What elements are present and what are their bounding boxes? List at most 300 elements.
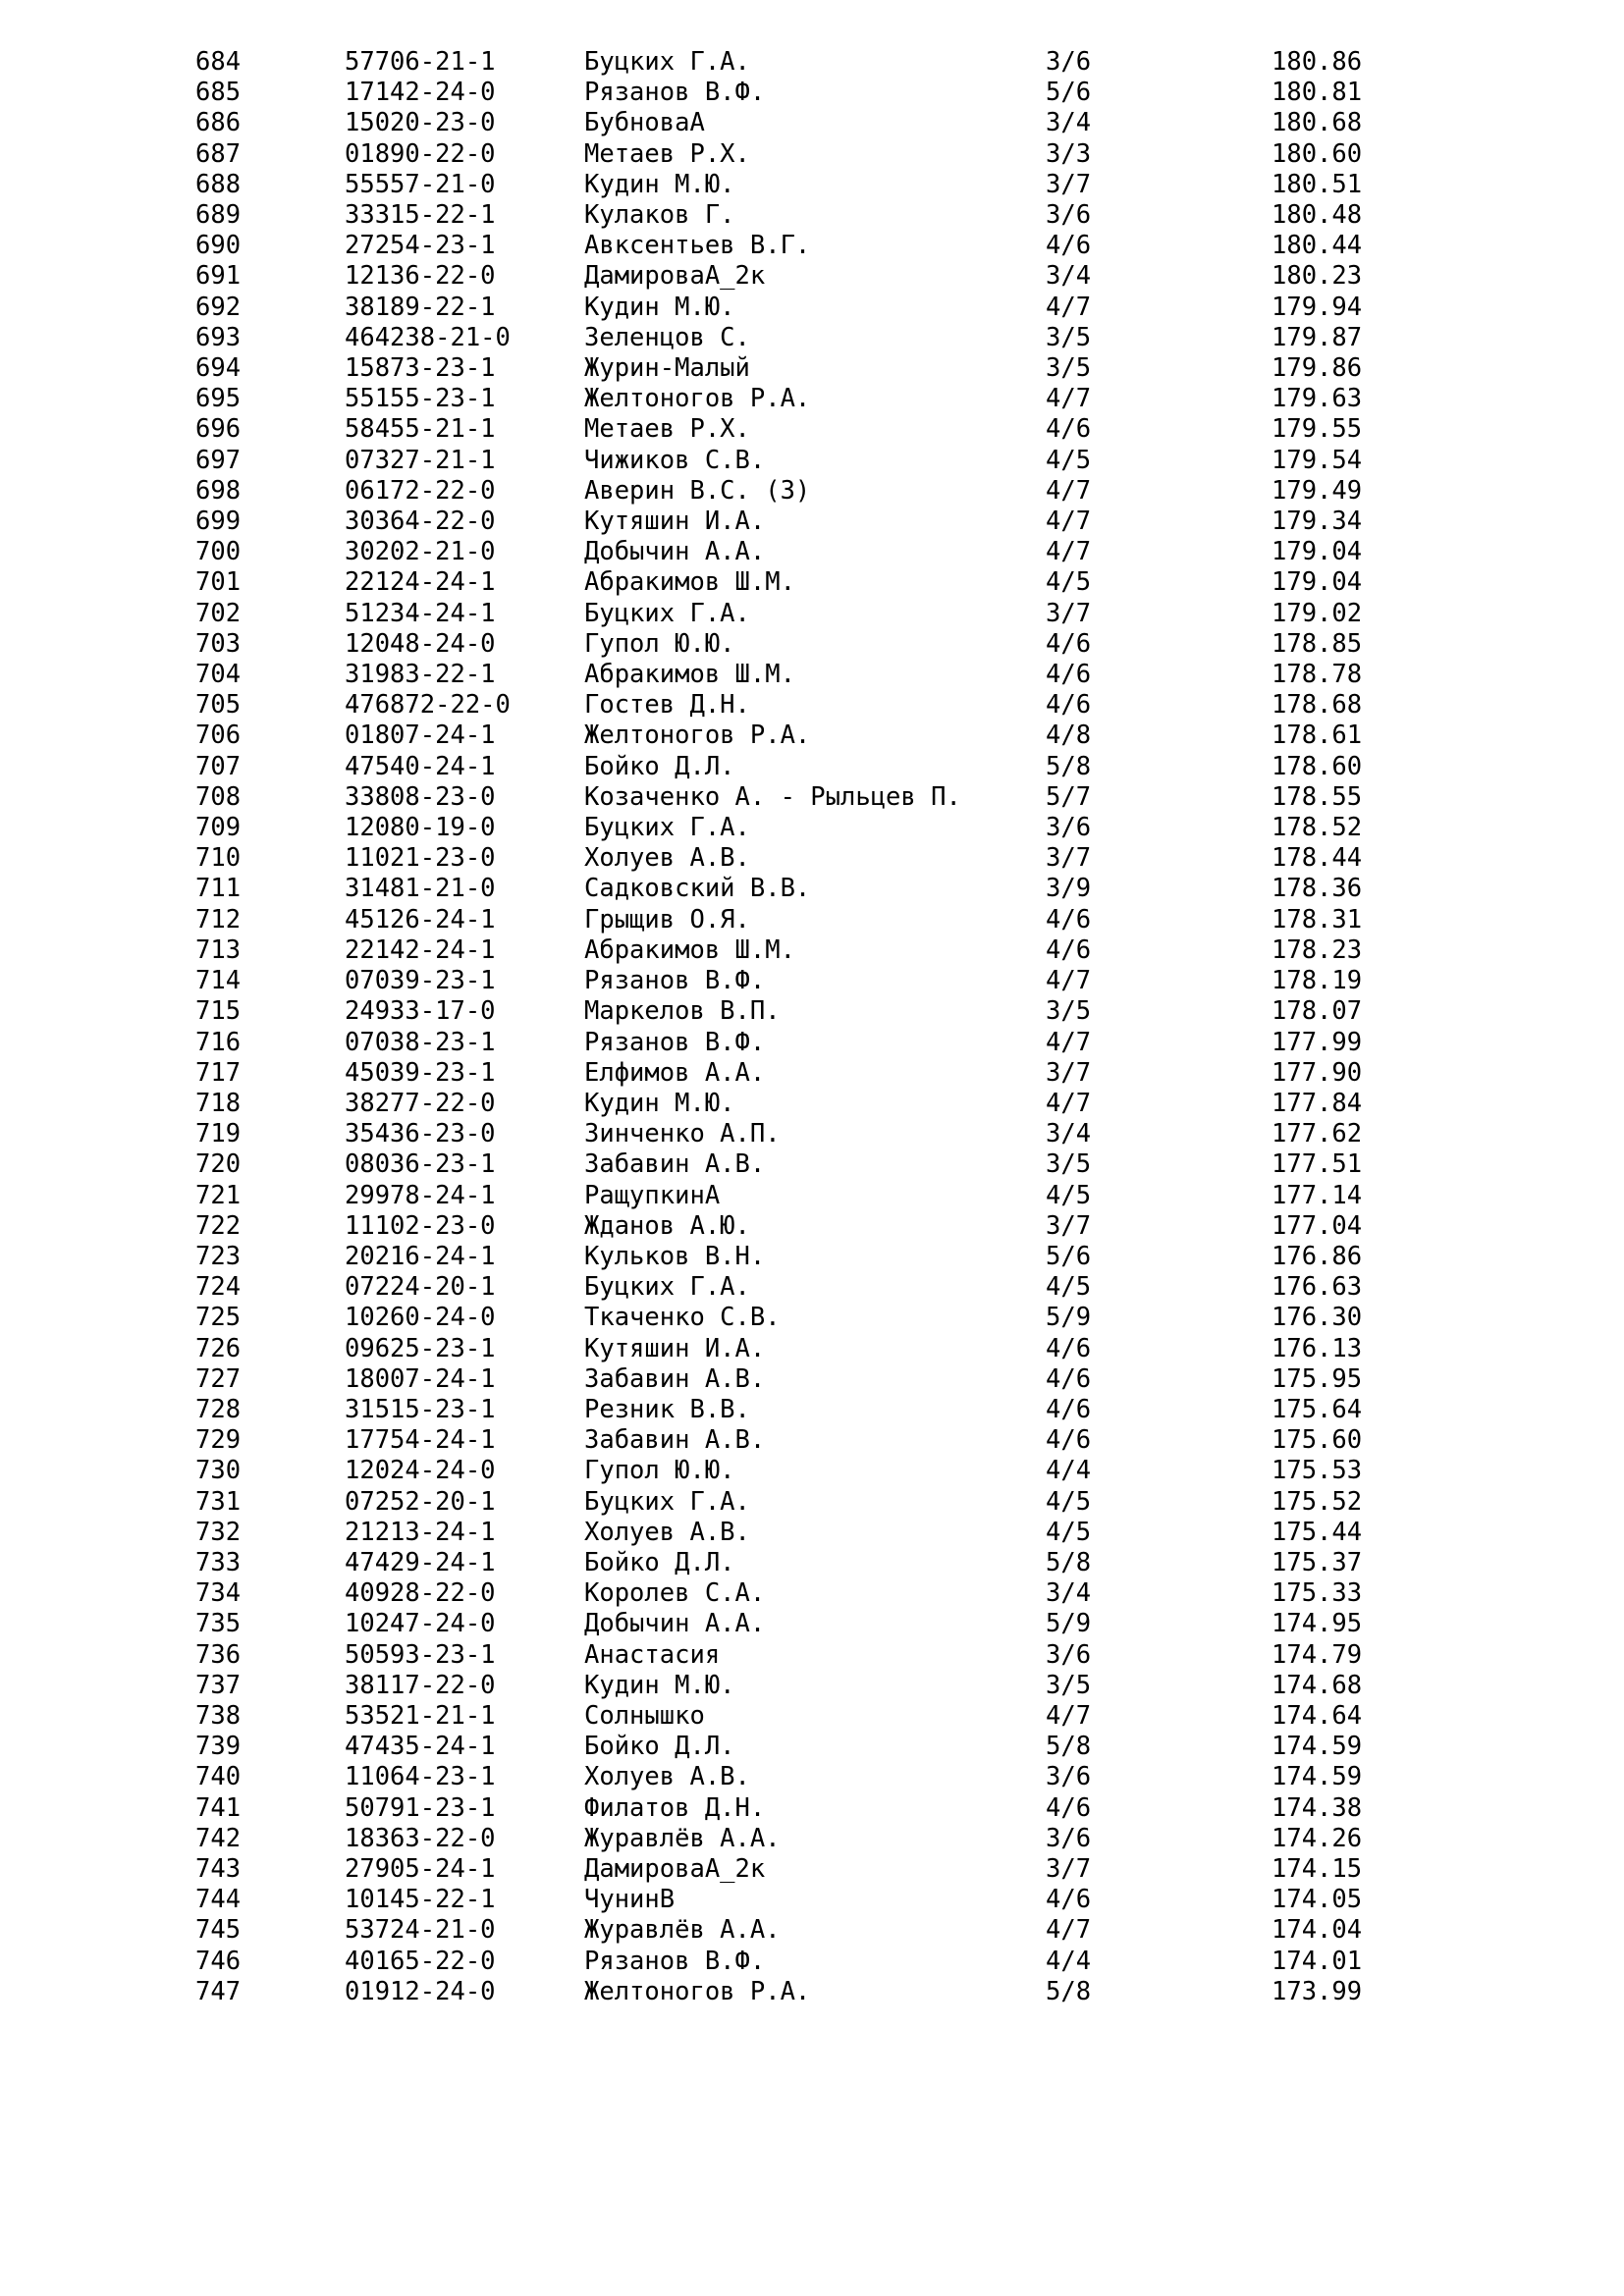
- rank-cell: 695: [195, 384, 242, 414]
- name-cell: Бойко Д.Л.: [584, 1547, 735, 1577]
- name-cell: Авксентьев В.Г.: [584, 231, 811, 261]
- name-cell: Филатов Д.Н.: [584, 1792, 766, 1823]
- rank-cell: 747: [195, 1976, 242, 2006]
- rank-cell: 710: [195, 843, 242, 874]
- ratio-cell: 4/5: [1046, 1517, 1092, 1547]
- name-cell: Кулаков Г.: [584, 200, 735, 231]
- ratio-cell: 4/4: [1046, 1946, 1092, 1976]
- rank-cell: 743: [195, 1853, 242, 1884]
- code-cell: 30364-22-0: [345, 507, 496, 537]
- ratio-cell: 5/6: [1046, 78, 1092, 108]
- rank-cell: 730: [195, 1456, 242, 1486]
- rank-cell: 715: [195, 996, 242, 1027]
- rank-cell: 745: [195, 1915, 242, 1946]
- rank-cell: 693: [195, 322, 242, 352]
- table-row: [166, 414, 1458, 445]
- name-cell: Зеленцов С.: [584, 322, 750, 352]
- value-cell: 174.59: [1272, 1762, 1363, 1792]
- name-cell: Козаченко А. - Рыльцев П.: [584, 781, 961, 812]
- table-row: [166, 1272, 1458, 1303]
- value-cell: 178.52: [1272, 813, 1363, 843]
- value-cell: 177.62: [1272, 1119, 1363, 1149]
- name-cell: Журин-Малый: [584, 353, 750, 384]
- code-cell: 55557-21-0: [345, 169, 496, 199]
- table-row: [166, 1028, 1458, 1058]
- rank-cell: 727: [195, 1363, 242, 1394]
- table-row: [166, 874, 1458, 904]
- value-cell: 177.14: [1272, 1180, 1363, 1210]
- table-row: [166, 170, 1458, 200]
- table-row: [166, 1334, 1458, 1364]
- rank-cell: 689: [195, 200, 242, 231]
- table-row: [166, 1977, 1458, 2007]
- name-cell: Холуев А.В.: [584, 1762, 750, 1792]
- value-cell: 178.07: [1272, 996, 1363, 1027]
- code-cell: 38117-22-0: [345, 1670, 496, 1700]
- table-row: [166, 1058, 1458, 1089]
- value-cell: 177.84: [1272, 1088, 1363, 1118]
- table-row: [166, 1089, 1458, 1119]
- name-cell: Гупол Ю.Ю.: [584, 1456, 735, 1486]
- table-row: [166, 139, 1458, 170]
- name-cell: Солнышко: [584, 1700, 705, 1731]
- value-cell: 176.30: [1272, 1303, 1363, 1333]
- name-cell: Рязанов В.Ф.: [584, 78, 766, 108]
- name-cell: Садковский В.В.: [584, 874, 811, 904]
- name-cell: Метаев Р.Х.: [584, 414, 750, 445]
- code-cell: 38277-22-0: [345, 1088, 496, 1118]
- table-row: [166, 1518, 1458, 1548]
- ratio-cell: 3/5: [1046, 322, 1092, 352]
- table-row: [166, 231, 1458, 261]
- value-cell: 178.78: [1272, 660, 1363, 690]
- name-cell: Кульков В.Н.: [584, 1241, 766, 1271]
- table-row: [166, 905, 1458, 935]
- value-cell: 174.26: [1272, 1823, 1363, 1853]
- rank-cell: 744: [195, 1885, 242, 1915]
- table-row: [166, 446, 1458, 476]
- table-row: [166, 1548, 1458, 1578]
- name-cell: Кудин М.Ю.: [584, 1670, 735, 1700]
- value-cell: 179.49: [1272, 475, 1363, 506]
- value-cell: 176.13: [1272, 1333, 1363, 1363]
- value-cell: 175.52: [1272, 1486, 1363, 1517]
- value-cell: 177.90: [1272, 1057, 1363, 1088]
- rank-cell: 735: [195, 1609, 242, 1639]
- name-cell: Добычин А.А.: [584, 1609, 766, 1639]
- code-cell: 22142-24-1: [345, 934, 496, 965]
- name-cell: Буцких Г.А.: [584, 1486, 750, 1517]
- name-cell: Маркелов В.П.: [584, 996, 781, 1027]
- rank-cell: 699: [195, 507, 242, 537]
- name-cell: Чижиков С.В.: [584, 445, 766, 475]
- ratio-cell: 4/7: [1046, 1700, 1092, 1731]
- table-row: [166, 537, 1458, 567]
- name-cell: Забавин А.В.: [584, 1149, 766, 1180]
- value-cell: 180.81: [1272, 78, 1363, 108]
- ratio-cell: 4/7: [1046, 384, 1092, 414]
- rank-cell: 739: [195, 1732, 242, 1762]
- ratio-cell: 3/6: [1046, 1639, 1092, 1670]
- ratio-cell: 4/5: [1046, 1180, 1092, 1210]
- name-cell: Буцких Г.А.: [584, 598, 750, 628]
- value-cell: 176.86: [1272, 1241, 1363, 1271]
- code-cell: 53724-21-0: [345, 1915, 496, 1946]
- value-cell: 175.37: [1272, 1547, 1363, 1577]
- code-cell: 11102-23-0: [345, 1210, 496, 1241]
- value-cell: 178.31: [1272, 904, 1363, 934]
- name-cell: Гупол Ю.Ю.: [584, 628, 735, 659]
- value-cell: 174.38: [1272, 1792, 1363, 1823]
- value-cell: 174.01: [1272, 1946, 1363, 1976]
- rank-cell: 694: [195, 353, 242, 384]
- value-cell: 179.54: [1272, 445, 1363, 475]
- code-cell: 17754-24-1: [345, 1425, 496, 1456]
- value-cell: 180.51: [1272, 169, 1363, 199]
- rank-cell: 741: [195, 1792, 242, 1823]
- code-cell: 11021-23-0: [345, 843, 496, 874]
- code-cell: 15873-23-1: [345, 353, 496, 384]
- ratio-cell: 5/8: [1046, 1732, 1092, 1762]
- table-row: [166, 293, 1458, 323]
- value-cell: 180.23: [1272, 261, 1363, 292]
- rank-cell: 720: [195, 1149, 242, 1180]
- ratio-cell: 3/6: [1046, 200, 1092, 231]
- name-cell: Рязанов В.Ф.: [584, 1946, 766, 1976]
- table-row: [166, 935, 1458, 966]
- table-row: [166, 1671, 1458, 1701]
- name-cell: Елфимов А.А.: [584, 1057, 766, 1088]
- name-cell: БубноваА: [584, 108, 705, 138]
- code-cell: 07252-20-1: [345, 1486, 496, 1517]
- table-row: [166, 966, 1458, 996]
- value-cell: 180.60: [1272, 138, 1363, 169]
- code-cell: 47429-24-1: [345, 1547, 496, 1577]
- rank-cell: 701: [195, 567, 242, 598]
- name-cell: Зинченко А.П.: [584, 1119, 781, 1149]
- name-cell: Королев С.А.: [584, 1578, 766, 1609]
- code-cell: 24933-17-0: [345, 996, 496, 1027]
- code-cell: 40928-22-0: [345, 1578, 496, 1609]
- rank-cell: 732: [195, 1517, 242, 1547]
- code-cell: 07038-23-1: [345, 1027, 496, 1057]
- rank-cell: 705: [195, 690, 242, 721]
- value-cell: 178.55: [1272, 781, 1363, 812]
- ratio-cell: 4/6: [1046, 1333, 1092, 1363]
- value-cell: 178.60: [1272, 751, 1363, 781]
- table-row: [166, 782, 1458, 813]
- code-cell: 31983-22-1: [345, 660, 496, 690]
- name-cell: РащупкинА: [584, 1180, 721, 1210]
- value-cell: 179.63: [1272, 384, 1363, 414]
- name-cell: Буцких Г.А.: [584, 813, 750, 843]
- value-cell: 179.02: [1272, 598, 1363, 628]
- rank-cell: 723: [195, 1241, 242, 1271]
- ratio-cell: 4/6: [1046, 690, 1092, 721]
- name-cell: Забавин А.В.: [584, 1425, 766, 1456]
- code-cell: 35436-23-0: [345, 1119, 496, 1149]
- rank-cell: 698: [195, 475, 242, 506]
- value-cell: 179.55: [1272, 414, 1363, 445]
- name-cell: Журавлёв А.А.: [584, 1915, 781, 1946]
- rank-cell: 712: [195, 904, 242, 934]
- rank-cell: 685: [195, 78, 242, 108]
- name-cell: Буцких Г.А.: [584, 47, 750, 77]
- name-cell: Кутяшин И.А.: [584, 507, 766, 537]
- ratio-cell: 4/6: [1046, 1394, 1092, 1424]
- value-cell: 180.44: [1272, 231, 1363, 261]
- name-cell: Аверин В.С. (З): [584, 475, 811, 506]
- rank-cell: 729: [195, 1425, 242, 1456]
- name-cell: Бойко Д.Л.: [584, 1732, 735, 1762]
- code-cell: 15020-23-0: [345, 108, 496, 138]
- value-cell: 179.86: [1272, 353, 1363, 384]
- table-row: [166, 1303, 1458, 1333]
- table-row: [166, 384, 1458, 414]
- name-cell: Кудин М.Ю.: [584, 169, 735, 199]
- table-row: [166, 996, 1458, 1027]
- code-cell: 464238-21-0: [345, 322, 511, 352]
- value-cell: 179.94: [1272, 292, 1363, 322]
- code-cell: 09625-23-1: [345, 1333, 496, 1363]
- ratio-cell: 4/6: [1046, 1425, 1092, 1456]
- value-cell: 178.19: [1272, 966, 1363, 996]
- value-cell: 175.44: [1272, 1517, 1363, 1547]
- ratio-cell: 3/7: [1046, 1853, 1092, 1884]
- ratio-cell: 3/7: [1046, 843, 1092, 874]
- name-cell: Желтоногов Р.А.: [584, 721, 811, 751]
- code-cell: 11064-23-1: [345, 1762, 496, 1792]
- value-cell: 174.05: [1272, 1885, 1363, 1915]
- rank-cell: 733: [195, 1547, 242, 1577]
- rank-cell: 728: [195, 1394, 242, 1424]
- ratio-cell: 4/7: [1046, 966, 1092, 996]
- ratio-cell: 4/5: [1046, 567, 1092, 598]
- code-cell: 29978-24-1: [345, 1180, 496, 1210]
- code-cell: 58455-21-1: [345, 414, 496, 445]
- ratio-cell: 4/6: [1046, 1885, 1092, 1915]
- name-cell: ДамироваА_2к: [584, 261, 766, 292]
- code-cell: 47540-24-1: [345, 751, 496, 781]
- code-cell: 18007-24-1: [345, 1363, 496, 1394]
- name-cell: Рязанов В.Ф.: [584, 966, 766, 996]
- ratio-cell: 3/7: [1046, 1210, 1092, 1241]
- table-row: [166, 690, 1458, 721]
- ranking-table-body: [166, 47, 1458, 2007]
- value-cell: 179.34: [1272, 507, 1363, 537]
- rank-cell: 725: [195, 1303, 242, 1333]
- name-cell: ДамироваА_2к: [584, 1853, 766, 1884]
- code-cell: 18363-22-0: [345, 1823, 496, 1853]
- rank-cell: 724: [195, 1272, 242, 1303]
- rank-cell: 709: [195, 813, 242, 843]
- ratio-cell: 3/5: [1046, 996, 1092, 1027]
- name-cell: Бойко Д.Л.: [584, 751, 735, 781]
- ranking-table: [166, 47, 1458, 2007]
- name-cell: Кудин М.Ю.: [584, 1088, 735, 1118]
- code-cell: 33808-23-0: [345, 781, 496, 812]
- code-cell: 10247-24-0: [345, 1609, 496, 1639]
- table-row: [166, 1885, 1458, 1915]
- ratio-cell: 3/5: [1046, 353, 1092, 384]
- rank-cell: 697: [195, 445, 242, 475]
- value-cell: 180.86: [1272, 47, 1363, 77]
- table-row: [166, 843, 1458, 874]
- code-cell: 12080-19-0: [345, 813, 496, 843]
- name-cell: Забавин А.В.: [584, 1363, 766, 1394]
- rank-cell: 703: [195, 628, 242, 659]
- ratio-cell: 4/6: [1046, 231, 1092, 261]
- ratio-cell: 4/6: [1046, 1792, 1092, 1823]
- code-cell: 31515-23-1: [345, 1394, 496, 1424]
- ratio-cell: 4/6: [1046, 934, 1092, 965]
- table-row: [166, 1640, 1458, 1671]
- table-row: [166, 108, 1458, 138]
- value-cell: 178.85: [1272, 628, 1363, 659]
- table-row: [166, 476, 1458, 507]
- value-cell: 180.68: [1272, 108, 1363, 138]
- rank-cell: 690: [195, 231, 242, 261]
- ratio-cell: 3/7: [1046, 1057, 1092, 1088]
- name-cell: Буцких Г.А.: [584, 1272, 750, 1303]
- rank-cell: 721: [195, 1180, 242, 1210]
- code-cell: 50593-23-1: [345, 1639, 496, 1670]
- rank-cell: 686: [195, 108, 242, 138]
- table-row: [166, 78, 1458, 108]
- value-cell: 173.99: [1272, 1976, 1363, 2006]
- rank-cell: 704: [195, 660, 242, 690]
- value-cell: 178.44: [1272, 843, 1363, 874]
- value-cell: 174.68: [1272, 1670, 1363, 1700]
- rank-cell: 734: [195, 1578, 242, 1609]
- code-cell: 31481-21-0: [345, 874, 496, 904]
- ratio-cell: 3/7: [1046, 169, 1092, 199]
- code-cell: 10145-22-1: [345, 1885, 496, 1915]
- code-cell: 12048-24-0: [345, 628, 496, 659]
- rank-cell: 731: [195, 1486, 242, 1517]
- ratio-cell: 5/8: [1046, 1547, 1092, 1577]
- value-cell: 175.95: [1272, 1363, 1363, 1394]
- ratio-cell: 4/8: [1046, 721, 1092, 751]
- rank-cell: 708: [195, 781, 242, 812]
- rank-cell: 738: [195, 1700, 242, 1731]
- ratio-cell: 3/5: [1046, 1670, 1092, 1700]
- value-cell: 175.64: [1272, 1394, 1363, 1424]
- code-cell: 10260-24-0: [345, 1303, 496, 1333]
- ratio-cell: 4/7: [1046, 1027, 1092, 1057]
- code-cell: 21213-24-1: [345, 1517, 496, 1547]
- code-cell: 22124-24-1: [345, 567, 496, 598]
- table-row: [166, 1211, 1458, 1242]
- ratio-cell: 3/6: [1046, 813, 1092, 843]
- code-cell: 01890-22-0: [345, 138, 496, 169]
- table-row: [166, 567, 1458, 598]
- ratio-cell: 3/7: [1046, 598, 1092, 628]
- ratio-cell: 5/9: [1046, 1609, 1092, 1639]
- ratio-cell: 4/6: [1046, 904, 1092, 934]
- table-row: [166, 1915, 1458, 1946]
- value-cell: 174.79: [1272, 1639, 1363, 1670]
- rank-cell: 742: [195, 1823, 242, 1853]
- value-cell: 179.04: [1272, 537, 1363, 567]
- name-cell: Метаев Р.Х.: [584, 138, 750, 169]
- table-row: [166, 752, 1458, 782]
- value-cell: 177.04: [1272, 1210, 1363, 1241]
- rank-cell: 707: [195, 751, 242, 781]
- table-row: [166, 660, 1458, 690]
- table-row: [166, 1824, 1458, 1854]
- code-cell: 45126-24-1: [345, 904, 496, 934]
- code-cell: 55155-23-1: [345, 384, 496, 414]
- rank-cell: 696: [195, 414, 242, 445]
- ratio-cell: 3/5: [1046, 1149, 1092, 1180]
- ratio-cell: 3/3: [1046, 138, 1092, 169]
- code-cell: 27905-24-1: [345, 1853, 496, 1884]
- rank-cell: 722: [195, 1210, 242, 1241]
- table-row: [166, 1119, 1458, 1149]
- table-row: [166, 629, 1458, 660]
- table-row: [166, 1947, 1458, 1977]
- name-cell: ЧунинВ: [584, 1885, 676, 1915]
- ratio-cell: 4/6: [1046, 1363, 1092, 1394]
- ratio-cell: 3/4: [1046, 1119, 1092, 1149]
- table-row: [166, 1732, 1458, 1762]
- value-cell: 176.63: [1272, 1272, 1363, 1303]
- rank-cell: 740: [195, 1762, 242, 1792]
- code-cell: 50791-23-1: [345, 1792, 496, 1823]
- name-cell: Анастасия: [584, 1639, 721, 1670]
- rank-cell: 687: [195, 138, 242, 169]
- table-row: [166, 1242, 1458, 1272]
- code-cell: 06172-22-0: [345, 475, 496, 506]
- rank-cell: 692: [195, 292, 242, 322]
- table-row: [166, 323, 1458, 353]
- ratio-cell: 4/7: [1046, 475, 1092, 506]
- table-row: [166, 1149, 1458, 1180]
- ratio-cell: 4/6: [1046, 628, 1092, 659]
- code-cell: 12136-22-0: [345, 261, 496, 292]
- ratio-cell: 4/6: [1046, 660, 1092, 690]
- code-cell: 17142-24-0: [345, 78, 496, 108]
- rank-cell: 718: [195, 1088, 242, 1118]
- ratio-cell: 3/6: [1046, 47, 1092, 77]
- value-cell: 178.36: [1272, 874, 1363, 904]
- code-cell: 27254-23-1: [345, 231, 496, 261]
- name-cell: Рязанов В.Ф.: [584, 1027, 766, 1057]
- table-row: [166, 813, 1458, 843]
- rank-cell: 702: [195, 598, 242, 628]
- value-cell: 178.23: [1272, 934, 1363, 965]
- name-cell: Желтоногов Р.А.: [584, 1976, 811, 2006]
- code-cell: 07327-21-1: [345, 445, 496, 475]
- ratio-cell: 4/5: [1046, 445, 1092, 475]
- rank-cell: 700: [195, 537, 242, 567]
- table-row: [166, 1609, 1458, 1639]
- ratio-cell: 4/7: [1046, 292, 1092, 322]
- code-cell: 07039-23-1: [345, 966, 496, 996]
- code-cell: 01807-24-1: [345, 721, 496, 751]
- code-cell: 53521-21-1: [345, 1700, 496, 1731]
- name-cell: Кутяшин И.А.: [584, 1333, 766, 1363]
- ratio-cell: 5/7: [1046, 781, 1092, 812]
- code-cell: 07224-20-1: [345, 1272, 496, 1303]
- rank-cell: 737: [195, 1670, 242, 1700]
- table-row: [166, 1425, 1458, 1456]
- value-cell: 180.48: [1272, 200, 1363, 231]
- ratio-cell: 4/4: [1046, 1456, 1092, 1486]
- name-cell: Добычин А.А.: [584, 537, 766, 567]
- ratio-cell: 5/6: [1046, 1241, 1092, 1271]
